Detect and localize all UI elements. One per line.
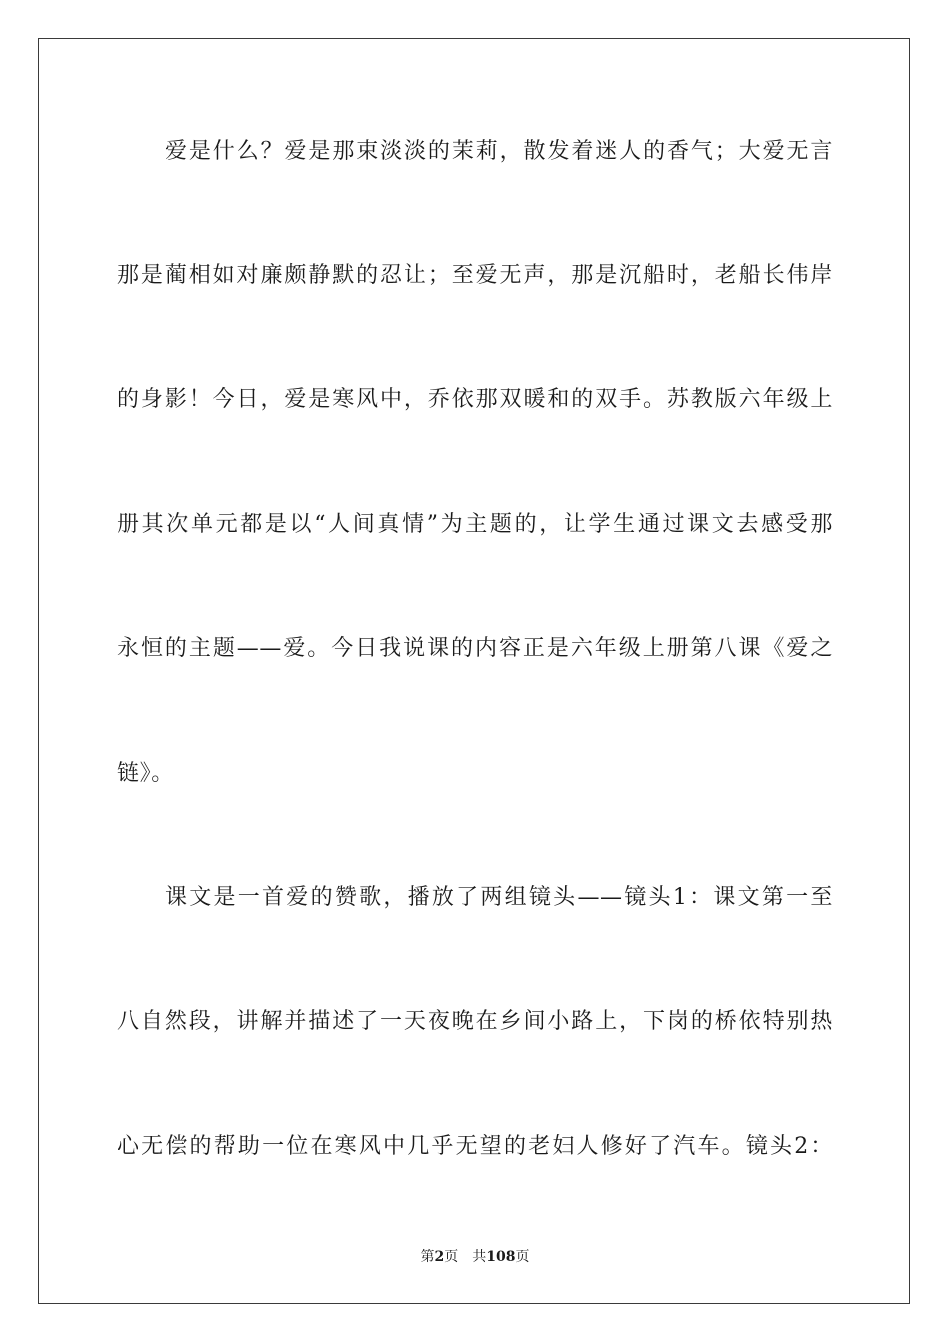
text-line-5: 永恒的主题——爱。今日我说课的内容正是六年级上册第八课《爱之 [117,636,833,661]
footer-total-pages: 108 [486,1249,516,1265]
footer-page-prefix: 第 [420,1249,435,1265]
page-border [38,38,910,1304]
footer-page-number: 2 [434,1249,445,1265]
text-line-3: 的身影！今日，爱是寒风中，乔依那双暖和的双手。苏教版六年级上 [117,387,833,412]
text-line-7: 课文是一首爱的赞歌，播放了两组镜头——镜头1：课文第一至 [165,885,833,910]
text-line-4: 册其次单元都是以“人间真情”为主题的，让学生通过课文去感受那 [117,512,833,537]
text-line-6: 链》。 [117,761,174,786]
text-line-8: 八自然段，讲解并描述了一天夜晚在乡间小路上，下岗的桥依特别热 [117,1009,833,1034]
text-line-2: 那是蔺相如对廉颇静默的忍让；至爱无声，那是沉船时，老船长伟岸 [117,263,833,288]
footer-page-suffix: 页 [444,1249,459,1265]
text-line-1: 爱是什么？爱是那束淡淡的茉莉，散发着迷人的香气；大爱无言 [165,139,833,164]
text-line-9: 心无偿的帮助一位在寒风中几乎无望的老妇人修好了汽车。镜头2： [117,1134,833,1159]
footer-total-prefix: 共 [472,1249,487,1265]
page-footer [0,1248,950,1266]
footer-total-suffix: 页 [515,1249,530,1265]
